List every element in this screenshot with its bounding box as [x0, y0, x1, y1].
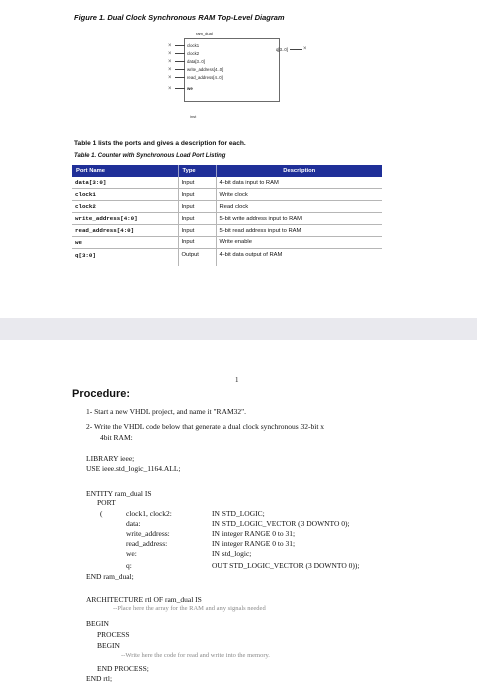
- port-name: data:: [126, 519, 141, 528]
- port-type: IN integer RANGE 0 to 31;: [212, 529, 296, 538]
- cell-description: Write enable: [216, 236, 382, 248]
- pin-x-icon: ×: [168, 66, 172, 73]
- code-begin: BEGIN: [86, 619, 109, 628]
- cell-description: 5-bit read address input to RAM: [216, 225, 382, 237]
- block-instance-label: inst: [190, 114, 197, 119]
- code-process-begin: BEGIN: [97, 641, 120, 650]
- intro-text: Table 1 lists the ports and gives a description for each.: [74, 140, 246, 147]
- cell-description: 5-bit write address input to RAM: [216, 213, 382, 225]
- pin-q: [276, 46, 310, 52]
- pin-label: q[3..0]: [276, 46, 288, 52]
- table-row: [72, 213, 382, 225]
- procedure-heading: Procedure:: [72, 388, 131, 400]
- cell-type: Input: [178, 213, 216, 225]
- pin-x-icon: ×: [168, 85, 172, 92]
- pin-write-address: [168, 66, 223, 73]
- block-title: ram_dual: [196, 31, 213, 36]
- table-row: [72, 177, 382, 189]
- pin-label: we: [187, 86, 193, 91]
- code-architecture: ARCHITECTURE rtl OF ram_dual IS: [86, 595, 202, 604]
- port-type: IN STD_LOGIC_VECTOR (3 DOWNTO 0);: [212, 519, 350, 528]
- table-caption: Table 1. Counter with Synchronous Load Port Listing: [74, 153, 226, 159]
- port-type: OUT STD_LOGIC_VECTOR (3 DOWNTO 0));: [212, 561, 360, 570]
- header-type: Type: [178, 165, 216, 177]
- pin-label: clock2: [187, 51, 200, 56]
- cell-port: clock2: [72, 201, 178, 213]
- pin-label: clock1: [187, 43, 200, 48]
- pin-label: read_address[4..0]: [187, 75, 223, 80]
- pin-we: [168, 85, 193, 92]
- page-separator: [0, 318, 477, 340]
- cell-type: Input: [178, 177, 216, 189]
- cell-description: Write clock: [216, 189, 382, 201]
- cell-type: Input: [178, 236, 216, 248]
- port-type: IN STD_LOGIC;: [212, 509, 265, 518]
- document-page-2: [0, 340, 477, 700]
- code-paren: (: [100, 509, 103, 518]
- port-table: [72, 165, 382, 266]
- pin-read-address: [168, 74, 223, 81]
- pin-data: [168, 58, 205, 65]
- table-row: [72, 248, 382, 266]
- figure-title: Figure 1. Dual Clock Synchronous RAM Top-Level Diagram: [74, 13, 285, 22]
- pin-x-icon: ×: [168, 50, 172, 57]
- code-process: PROCESS: [97, 630, 130, 639]
- cell-description: 4-bit data output of RAM: [219, 251, 283, 258]
- cell-type: Input: [178, 201, 216, 213]
- port-name: we:: [126, 549, 137, 558]
- pin-x-icon: ×: [168, 74, 172, 81]
- cell-port: data[3:0]: [72, 177, 178, 189]
- cell-description: Read clock: [216, 201, 382, 213]
- port-type: IN std_logic;: [212, 549, 252, 558]
- procedure-step-2-cont: 4bit RAM:: [100, 433, 133, 442]
- cell-type: Output: [178, 248, 216, 266]
- table-row: [72, 201, 382, 213]
- port-type: IN integer RANGE 0 to 31;: [212, 539, 296, 548]
- cell-port: clock1: [72, 189, 178, 201]
- code-end-entity: END ram_dual;: [86, 572, 134, 581]
- pin-x-icon: ×: [303, 46, 307, 52]
- port-name: write_address:: [126, 529, 170, 538]
- page-number: 1: [235, 376, 239, 384]
- cell-port: read_address[4:0]: [72, 225, 178, 237]
- ram-block-diagram: [166, 30, 316, 130]
- pin-label: data[3..0]: [187, 59, 205, 64]
- procedure-step-1: 1- Start a new VHDL project, and name it "RAM32".: [86, 407, 247, 416]
- table-header-row: [72, 165, 382, 177]
- code-comment-memory: --Write here the code for read and write into the memory.: [121, 652, 270, 659]
- cell-description: 4-bit data input to RAM: [216, 177, 382, 189]
- table-row: [72, 236, 382, 248]
- port-name: q:: [126, 561, 132, 570]
- cell-type: Input: [178, 189, 216, 201]
- code-use: USE ieee.std_logic_1164.ALL;: [86, 464, 181, 473]
- cell-port: write_address[4:0]: [72, 213, 178, 225]
- code-end-rtl: END rtl;: [86, 674, 113, 683]
- port-name: clock1, clock2:: [126, 509, 172, 518]
- pin-clock1: [168, 42, 199, 49]
- cell-port: q[3:0]: [72, 248, 178, 266]
- table-row: [72, 225, 382, 237]
- pin-label: write_address[4..0]: [187, 67, 224, 72]
- cell-port: we: [72, 236, 178, 248]
- code-library: LIBRARY ieee;: [86, 454, 135, 463]
- pin-x-icon: ×: [168, 58, 172, 65]
- port-name: read_address:: [126, 539, 168, 548]
- header-description: Description: [216, 165, 382, 177]
- code-entity: ENTITY ram_dual IS: [86, 489, 152, 498]
- code-comment-signals: --Place here the array for the RAM and any signals needed: [113, 605, 266, 612]
- code-end-process: END PROCESS;: [97, 664, 149, 673]
- cell-type: Input: [178, 225, 216, 237]
- header-port-name: Port Name: [72, 165, 178, 177]
- document-page-1: [0, 0, 477, 318]
- procedure-step-2: 2- Write the VHDL code below that generate a dual clock synchronous 32-bit x: [86, 422, 325, 431]
- pin-x-icon: ×: [168, 42, 172, 49]
- code-port: PORT: [97, 498, 116, 507]
- table-row: [72, 189, 382, 201]
- pin-clock2: [168, 50, 199, 57]
